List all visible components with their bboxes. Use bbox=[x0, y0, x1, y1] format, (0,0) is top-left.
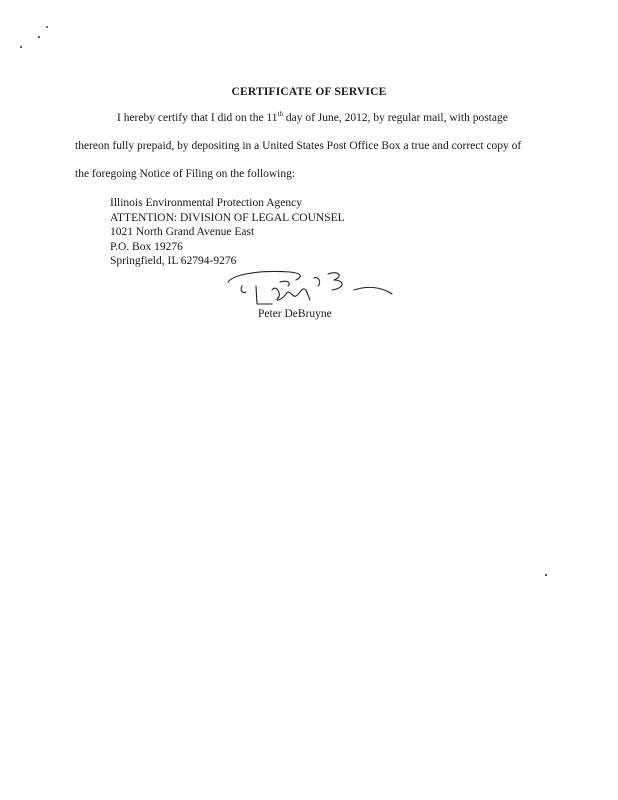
recipient-address bbox=[110, 196, 345, 269]
address-attention: ATTENTION: DIVISION OF LEGAL COUNSEL bbox=[110, 211, 345, 224]
address-organization: Illinois Environmental Protection Agency bbox=[110, 197, 302, 209]
body-line-1-end: day of June, 2012, by regular mail, with postage bbox=[282, 112, 508, 124]
ordinal-suffix: th bbox=[277, 110, 283, 119]
handwritten-signature bbox=[220, 264, 400, 314]
scan-speck bbox=[46, 26, 48, 28]
scan-speck bbox=[545, 574, 547, 576]
scan-speck bbox=[20, 46, 22, 48]
body-line-1 bbox=[117, 112, 508, 124]
certificate-title: CERTIFICATE OF SERVICE bbox=[231, 86, 387, 98]
body-line-3: the foregoing Notice of Filing on the following: bbox=[75, 168, 296, 180]
scan-speck bbox=[38, 36, 40, 38]
address-street: 1021 North Grand Avenue East bbox=[110, 226, 255, 238]
body-line-1-start: I hereby certify that I did on the 11 bbox=[117, 112, 278, 124]
signer-name: Peter DeBruyne bbox=[258, 308, 332, 320]
address-po-box: P.O. Box 19276 bbox=[110, 240, 183, 253]
body-line-2: thereon fully prepaid, by depositing in a United States Post Office Box a true and correct copy of bbox=[75, 140, 522, 152]
address-city-state-zip: Springfield, IL 62794-9276 bbox=[110, 255, 237, 267]
